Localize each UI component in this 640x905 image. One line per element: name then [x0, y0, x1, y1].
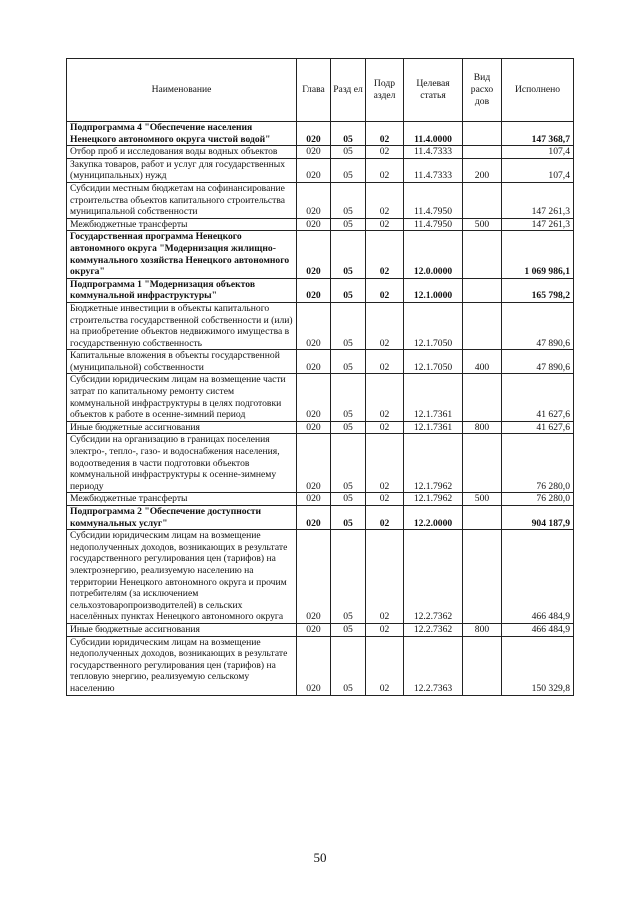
cell-razdel: 05 [331, 623, 366, 636]
cell-name: Отбор проб и исследования воды водных объектов [67, 146, 297, 159]
cell-podrazdel: 02 [366, 493, 404, 506]
cell-name: Иные бюджетные ассигнования [67, 623, 297, 636]
cell-glava: 020 [297, 146, 331, 159]
table-row [67, 122, 574, 146]
cell-done: 107,4 [502, 146, 574, 159]
header-razdel: Разд ел [331, 59, 366, 122]
cell-podrazdel: 02 [366, 421, 404, 434]
cell-article: 11.4.7333 [404, 146, 463, 159]
cell-name: Субсидии юридическим лицам на возмещение недополученных доходов, возникающих в результате государственного регулирования цен (тарифов) на электроэнергию, реализуемую населению на территории Ненецкого автономного округа и прочим потребителям (за исключением сельхозтоваропроизводителей) в сельских населённых пунктах Ненецкого автономного округа [67, 530, 297, 624]
table-row [67, 278, 574, 302]
cell-razdel: 05 [331, 218, 366, 231]
cell-done: 47 890,6 [502, 350, 574, 374]
cell-podrazdel: 02 [366, 231, 404, 278]
cell-glava: 020 [297, 636, 331, 695]
cell-podrazdel: 02 [366, 374, 404, 421]
cell-name: Субсидии юридическим лицам на возмещение части затрат по капитальному ремонту систем коммунальной инфраструктуры в целях подготовки объектов к работе в осенне-зимний период [67, 374, 297, 421]
cell-glava: 020 [297, 623, 331, 636]
cell-done: 47 890,6 [502, 302, 574, 349]
cell-glava: 020 [297, 278, 331, 302]
cell-name: Закупка товаров, работ и услуг для государственных (муниципальных) нужд [67, 158, 297, 182]
cell-vid [463, 434, 502, 493]
cell-article: 11.4.7333 [404, 158, 463, 182]
cell-razdel: 05 [331, 122, 366, 146]
cell-name: Бюджетные инвестиции в объекты капитального строительства государственной собственности и (или) на приобретение объектов недвижимого имущества в государственную собственность [67, 302, 297, 349]
cell-article: 12.1.7361 [404, 374, 463, 421]
cell-vid [463, 278, 502, 302]
cell-razdel: 05 [331, 421, 366, 434]
cell-article: 12.1.7361 [404, 421, 463, 434]
cell-glava: 020 [297, 421, 331, 434]
table-row [67, 146, 574, 159]
cell-vid: 500 [463, 218, 502, 231]
cell-glava: 020 [297, 158, 331, 182]
cell-done: 466 484,9 [502, 623, 574, 636]
cell-vid: 200 [463, 158, 502, 182]
cell-done: 466 484,9 [502, 530, 574, 624]
cell-article: 12.1.7962 [404, 434, 463, 493]
cell-glava: 020 [297, 122, 331, 146]
cell-done: 1 069 986,1 [502, 231, 574, 278]
cell-article: 11.4.7950 [404, 182, 463, 218]
cell-name: Межбюджетные трансферты [67, 493, 297, 506]
cell-name: Субсидии на организацию в границах поселения электро-, тепло-, газо- и водоснабжения населения, водоотведения в части подготовки объектов коммунальной инфраструктуры к осенне-зимнему периоду [67, 434, 297, 493]
cell-vid [463, 636, 502, 695]
page-number: 50 [313, 850, 327, 865]
cell-razdel: 05 [331, 530, 366, 624]
cell-razdel: 05 [331, 506, 366, 530]
table-row [67, 506, 574, 530]
cell-article: 12.0.0000 [404, 231, 463, 278]
table-row [67, 218, 574, 231]
cell-name: Подпрограмма 1 "Модернизация объектов коммунальной инфраструктуры" [67, 278, 297, 302]
cell-vid [463, 122, 502, 146]
cell-razdel: 05 [331, 374, 366, 421]
cell-done: 107,4 [502, 158, 574, 182]
table-row [67, 623, 574, 636]
cell-podrazdel: 02 [366, 158, 404, 182]
cell-glava: 020 [297, 231, 331, 278]
cell-razdel: 05 [331, 302, 366, 349]
cell-vid [463, 182, 502, 218]
table-row [67, 530, 574, 624]
table-row [67, 302, 574, 349]
cell-razdel: 05 [331, 231, 366, 278]
cell-article: 12.1.7962 [404, 493, 463, 506]
cell-razdel: 05 [331, 493, 366, 506]
header-podrazdel: Подр аздел [366, 59, 404, 122]
cell-vid: 800 [463, 421, 502, 434]
cell-podrazdel: 02 [366, 506, 404, 530]
cell-done: 41 627,6 [502, 374, 574, 421]
cell-glava: 020 [297, 493, 331, 506]
cell-article: 12.1.0000 [404, 278, 463, 302]
cell-vid [463, 231, 502, 278]
cell-podrazdel: 02 [366, 434, 404, 493]
header-name: Наименование [67, 59, 297, 122]
budget-table [66, 58, 574, 696]
cell-article: 12.2.7362 [404, 530, 463, 624]
cell-podrazdel: 02 [366, 122, 404, 146]
cell-razdel: 05 [331, 158, 366, 182]
cell-glava: 020 [297, 218, 331, 231]
cell-vid [463, 506, 502, 530]
header-vid: Вид расхо дов [463, 59, 502, 122]
cell-done: 904 187,9 [502, 506, 574, 530]
cell-glava: 020 [297, 182, 331, 218]
table-row [67, 636, 574, 695]
table-row [67, 374, 574, 421]
cell-glava: 020 [297, 374, 331, 421]
cell-vid: 400 [463, 350, 502, 374]
cell-glava: 020 [297, 530, 331, 624]
cell-podrazdel: 02 [366, 146, 404, 159]
cell-vid: 500 [463, 493, 502, 506]
cell-podrazdel: 02 [366, 530, 404, 624]
cell-podrazdel: 02 [366, 636, 404, 695]
cell-podrazdel: 02 [366, 218, 404, 231]
header-glava: Глава [297, 59, 331, 122]
cell-razdel: 05 [331, 350, 366, 374]
table-body [67, 122, 574, 696]
cell-name: Государственная программа Ненецкого автономного округа "Модернизация жилищно-коммунального хозяйства Ненецкого автономного округа" [67, 231, 297, 278]
cell-razdel: 05 [331, 278, 366, 302]
table-row [67, 434, 574, 493]
cell-podrazdel: 02 [366, 302, 404, 349]
cell-razdel: 05 [331, 636, 366, 695]
cell-name: Подпрограмма 4 "Обеспечение населения Ненецкого автономного округа чистой водой" [67, 122, 297, 146]
cell-glava: 020 [297, 506, 331, 530]
cell-article: 11.4.7950 [404, 218, 463, 231]
cell-article: 12.1.7050 [404, 350, 463, 374]
cell-vid: 800 [463, 623, 502, 636]
cell-glava: 020 [297, 350, 331, 374]
header-article: Целевая статья [404, 59, 463, 122]
cell-glava: 020 [297, 302, 331, 349]
cell-article: 12.1.7050 [404, 302, 463, 349]
cell-name: Подпрограмма 2 "Обеспечение доступности коммунальных услуг" [67, 506, 297, 530]
cell-name: Субсидии юридическим лицам на возмещение недополученных доходов, возникающих в результате государственного регулирования цен (тарифов) на тепловую энергию, реализуемую сельскому населению [67, 636, 297, 695]
cell-name: Субсидии местным бюджетам на софинансирование строительства объектов капитального строительства муниципальной собственности [67, 182, 297, 218]
cell-podrazdel: 02 [366, 278, 404, 302]
cell-done: 150 329,8 [502, 636, 574, 695]
cell-done: 147 261,3 [502, 218, 574, 231]
cell-name: Капитальные вложения в объекты государственной (муниципальной) собственности [67, 350, 297, 374]
table-header-row [67, 59, 574, 122]
cell-article: 12.2.7362 [404, 623, 463, 636]
cell-vid [463, 146, 502, 159]
table-row [67, 182, 574, 218]
cell-razdel: 05 [331, 146, 366, 159]
cell-name: Иные бюджетные ассигнования [67, 421, 297, 434]
table-row [67, 421, 574, 434]
cell-razdel: 05 [331, 182, 366, 218]
cell-done: 147 261,3 [502, 182, 574, 218]
cell-article: 12.2.0000 [404, 506, 463, 530]
cell-done: 147 368,7 [502, 122, 574, 146]
cell-podrazdel: 02 [366, 623, 404, 636]
header-done: Исполнено [502, 59, 574, 122]
table-row [67, 158, 574, 182]
cell-done: 41 627,6 [502, 421, 574, 434]
cell-razdel: 05 [331, 434, 366, 493]
table-row [67, 493, 574, 506]
cell-podrazdel: 02 [366, 350, 404, 374]
cell-article: 11.4.0000 [404, 122, 463, 146]
cell-done: 76 280,0 [502, 434, 574, 493]
cell-podrazdel: 02 [366, 182, 404, 218]
cell-article: 12.2.7363 [404, 636, 463, 695]
cell-vid [463, 530, 502, 624]
table-row [67, 231, 574, 278]
cell-done: 165 798,2 [502, 278, 574, 302]
table-row [67, 350, 574, 374]
cell-vid [463, 302, 502, 349]
cell-name: Межбюджетные трансферты [67, 218, 297, 231]
cell-glava: 020 [297, 434, 331, 493]
cell-done: 76 280,0 [502, 493, 574, 506]
cell-vid [463, 374, 502, 421]
